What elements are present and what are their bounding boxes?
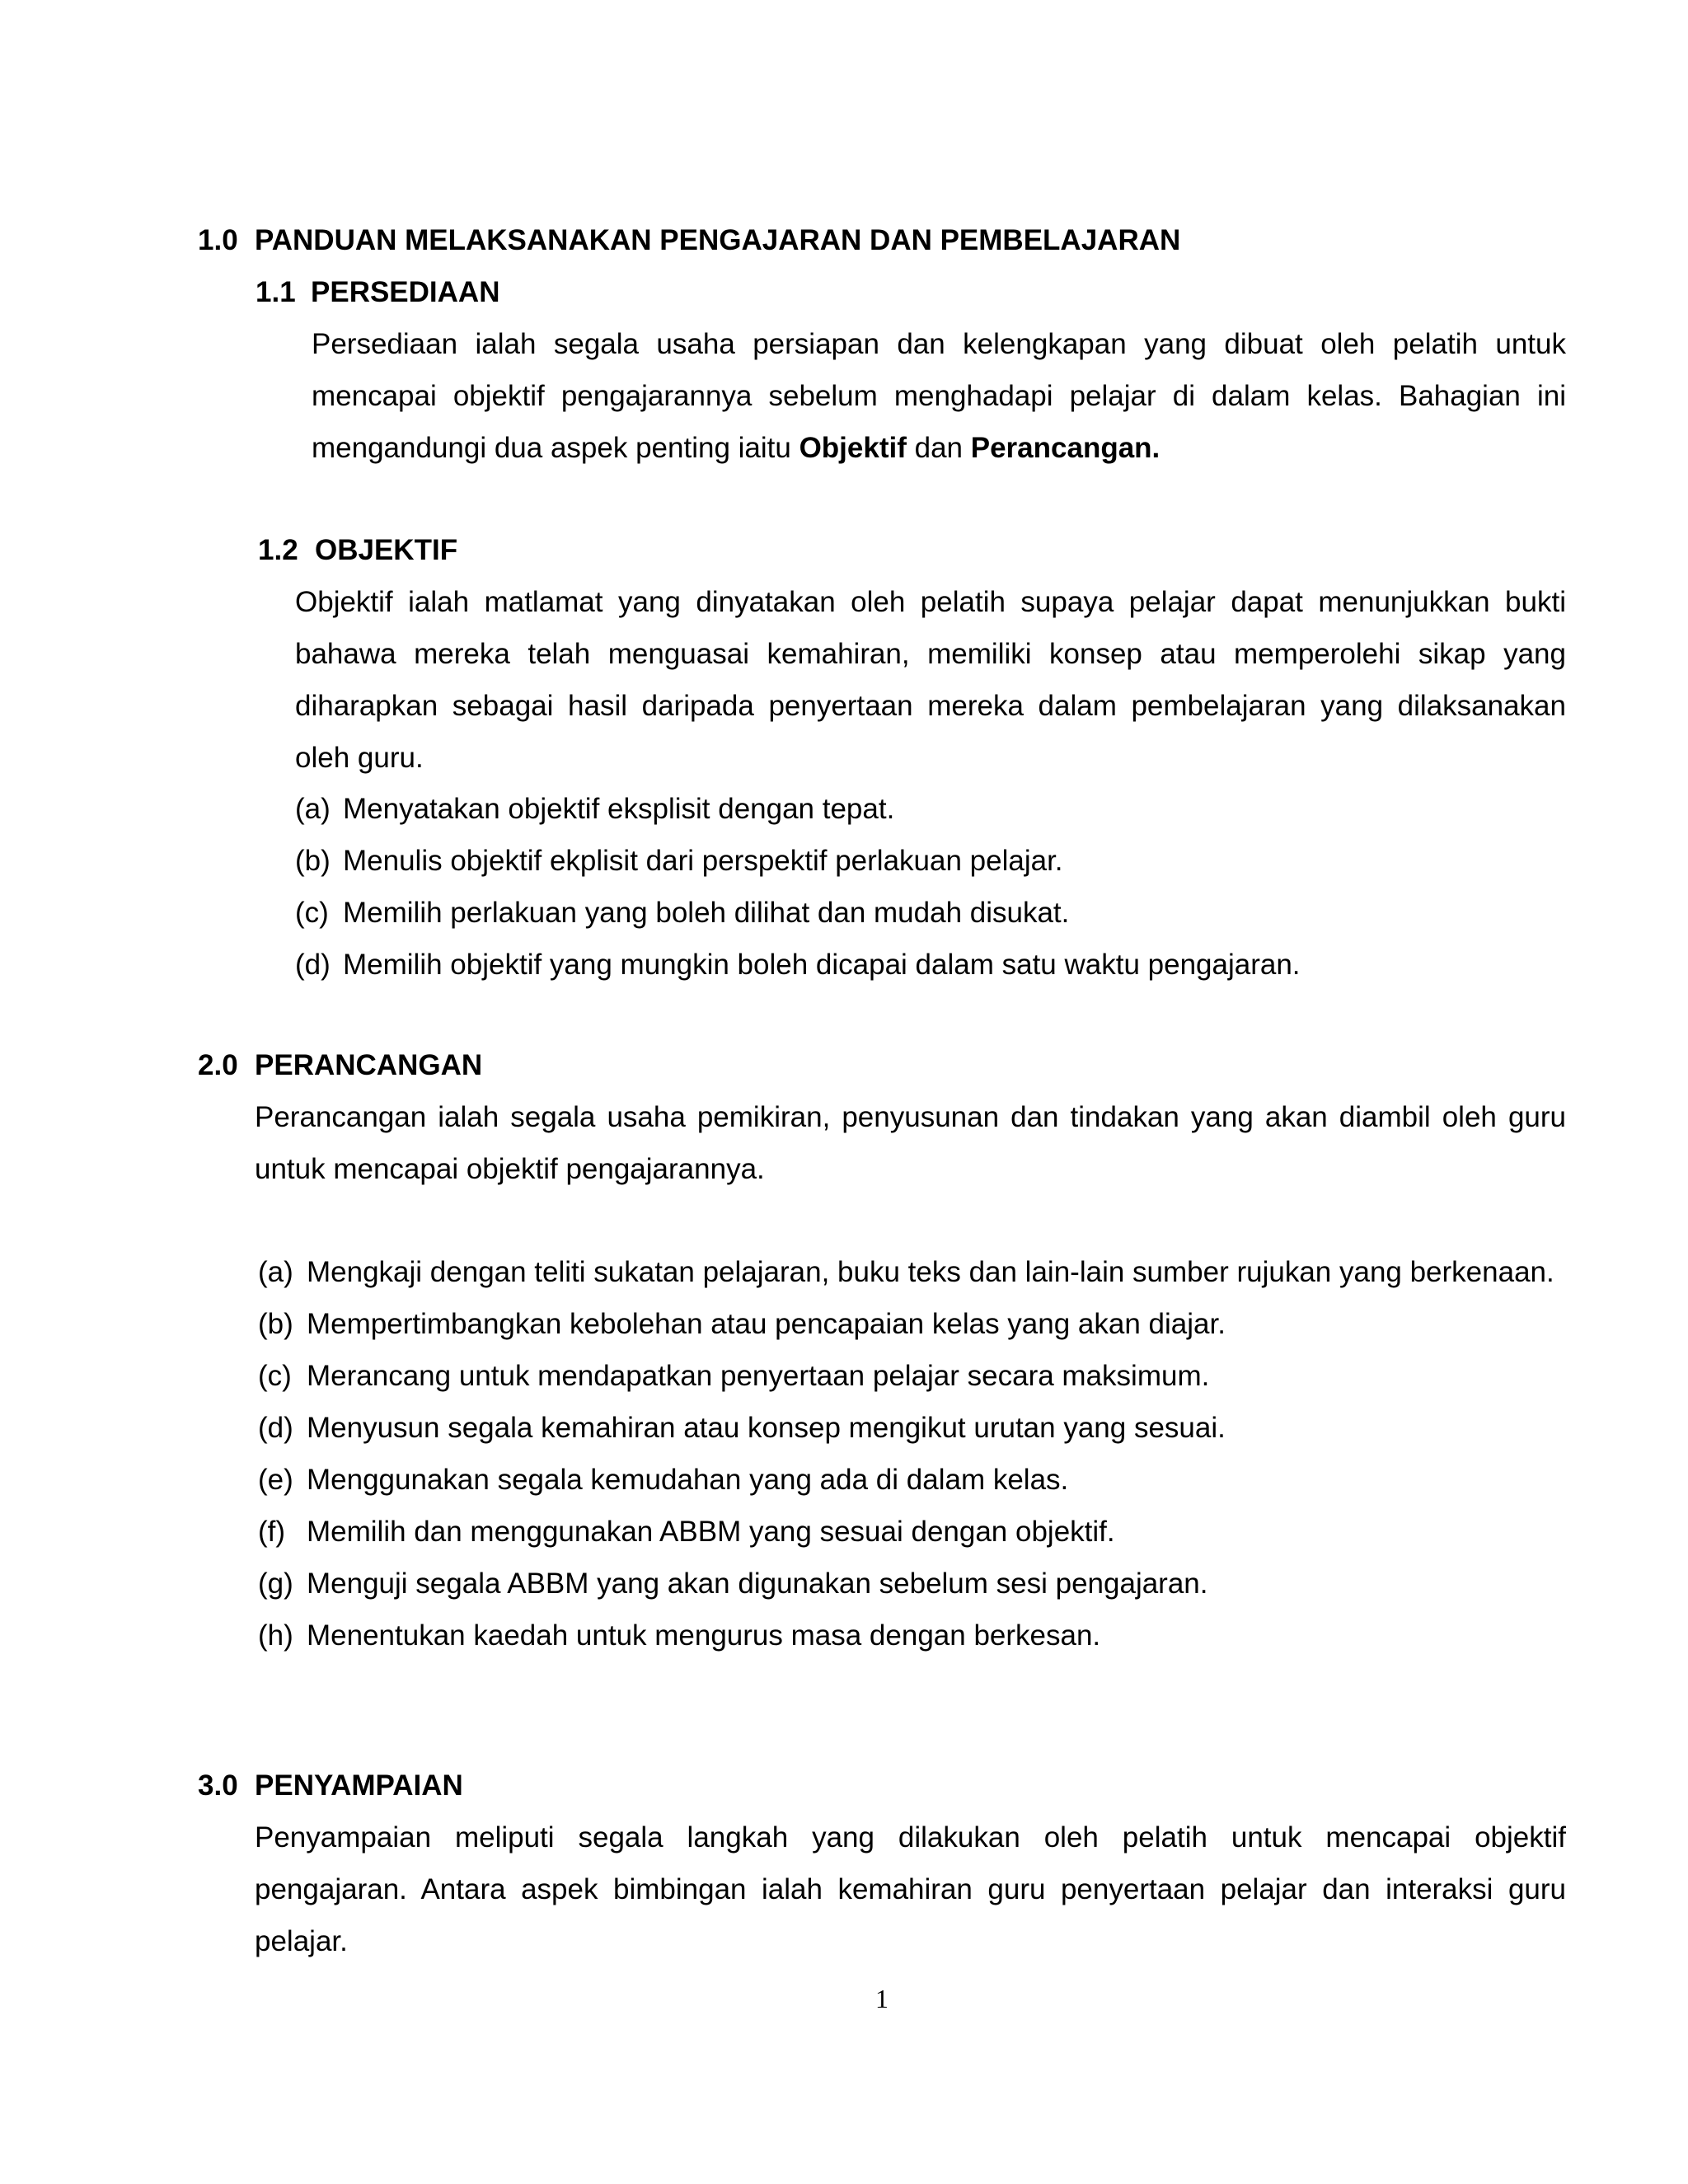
list-item-text: Menulis objektif ekplisit dari perspektif perlakuan pelajar. xyxy=(343,845,1063,877)
list-item-text: Menyusun segala kemahiran atau konsep mengikut urutan yang sesuai. xyxy=(307,1412,1226,1444)
list-marker: (c) xyxy=(258,1360,292,1392)
section-3-heading xyxy=(198,1769,463,1803)
list-item xyxy=(258,1246,1566,1298)
list-marker: (a) xyxy=(258,1256,293,1288)
list-item xyxy=(295,835,1566,887)
section-1-1-number: 1.1 xyxy=(256,276,296,308)
section-2-number: 2.0 xyxy=(198,1049,238,1081)
list-marker: (a) xyxy=(295,793,331,825)
objektif-list xyxy=(295,783,1566,991)
list-item xyxy=(258,1298,1566,1350)
page-number: 1 xyxy=(875,1984,889,2013)
section-1-number: 1.0 xyxy=(198,224,238,256)
section-3-paragraph: Penyampaian meliputi segala langkah yang dilakukan oleh pelatih untuk mencapai objektif pengajaran. Antara aspek bimbingan ialah kemahiran guru penyertaan pelajar dan interaksi guru pelajar. xyxy=(255,1821,1566,1957)
list-marker: (h) xyxy=(258,1619,293,1652)
list-item-text: Menguji segala ABBM yang akan digunakan sebelum sesi pengajaran. xyxy=(307,1568,1208,1600)
list-item-text: Memilih dan menggunakan ABBM yang sesuai dengan objektif. xyxy=(307,1516,1115,1548)
section-1-2-number: 1.2 xyxy=(258,534,298,566)
section-3-title: PENYAMPAIAN xyxy=(255,1769,463,1802)
list-item-text: Menggunakan segala kemudahan yang ada di dalam kelas. xyxy=(307,1464,1069,1496)
section-1-1-text: Persediaan ialah segala usaha persiapan dan kelengkapan yang dibuat oleh pelatih untuk mencapai objektif pengajarannya sebelum menghadapi pelajar di dalam kelas. Bahagian ini mengandungi dua aspek penting iaitu xyxy=(312,328,1566,464)
section-1-2-heading xyxy=(258,533,457,568)
list-item-text: Memilih objektif yang mungkin boleh dicapai dalam satu waktu pengajaran. xyxy=(343,949,1301,981)
list-item xyxy=(295,887,1566,939)
section-1-1-text-mid: dan xyxy=(906,432,971,464)
section-1-title: PANDUAN MELAKSANAKAN PENGAJARAN DAN PEMBELAJARAN xyxy=(255,224,1181,256)
perancangan-list xyxy=(258,1246,1566,1661)
list-marker: (c) xyxy=(295,897,329,929)
list-marker: (b) xyxy=(295,845,331,877)
section-1-1-bold-perancangan: Perancangan. xyxy=(970,432,1160,464)
section-1-1-paragraph xyxy=(312,318,1566,474)
list-item xyxy=(295,939,1566,991)
list-item-text: Mempertimbangkan kebolehan atau pencapaian kelas yang akan diajar. xyxy=(307,1308,1226,1340)
section-2-heading xyxy=(198,1048,482,1083)
list-marker: (d) xyxy=(295,949,331,981)
list-item-text: Memilih perlakuan yang boleh dilihat dan mudah disukat. xyxy=(343,897,1070,929)
list-item-text: Menentukan kaedah untuk mengurus masa dengan berkesan. xyxy=(307,1619,1101,1652)
list-marker: (b) xyxy=(258,1308,293,1340)
section-2-title: PERANCANGAN xyxy=(255,1049,483,1081)
section-1-2-paragraph: Objektif ialah matlamat yang dinyatakan oleh pelatih supaya pelajar dapat menunjukkan bukti bahawa mereka telah menguasai kemahiran, memiliki konsep atau memperolehi sikap yang diharapkan sebagai hasil daripada penyertaan mereka dalam pembelajaran yang dilaksanakan oleh guru. xyxy=(295,586,1566,774)
list-item xyxy=(258,1350,1566,1402)
list-item-text: Mengkaji dengan teliti sukatan pelajaran, buku teks dan lain-lain sumber rujukan yang berkenaan. xyxy=(307,1256,1554,1288)
list-marker: (g) xyxy=(258,1568,293,1600)
list-marker: (e) xyxy=(258,1464,293,1496)
section-1-2-title: OBJEKTIF xyxy=(315,534,458,566)
list-item xyxy=(295,783,1566,835)
section-1-1-bold-objektif: Objektif xyxy=(799,432,907,464)
list-item-text: Merancang untuk mendapatkan penyertaan pelajar secara maksimum. xyxy=(307,1360,1210,1392)
list-item xyxy=(258,1506,1566,1558)
section-3-number: 3.0 xyxy=(198,1769,238,1802)
list-marker: (f) xyxy=(258,1516,286,1548)
section-1-1-title: PERSEDIAAN xyxy=(311,276,500,308)
section-1-heading xyxy=(198,223,1180,258)
list-item xyxy=(258,1558,1566,1610)
list-marker: (d) xyxy=(258,1412,293,1444)
section-1-1-heading xyxy=(256,275,499,310)
section-2-paragraph: Perancangan ialah segala usaha pemikiran, penyusunan dan tindakan yang akan diambil oleh guru untuk mencapai objektif pengajarannya. xyxy=(255,1101,1566,1185)
list-item xyxy=(258,1454,1566,1506)
list-item xyxy=(258,1402,1566,1454)
list-item-text: Menyatakan objektif eksplisit dengan tepat. xyxy=(343,793,895,825)
list-item xyxy=(258,1610,1566,1661)
